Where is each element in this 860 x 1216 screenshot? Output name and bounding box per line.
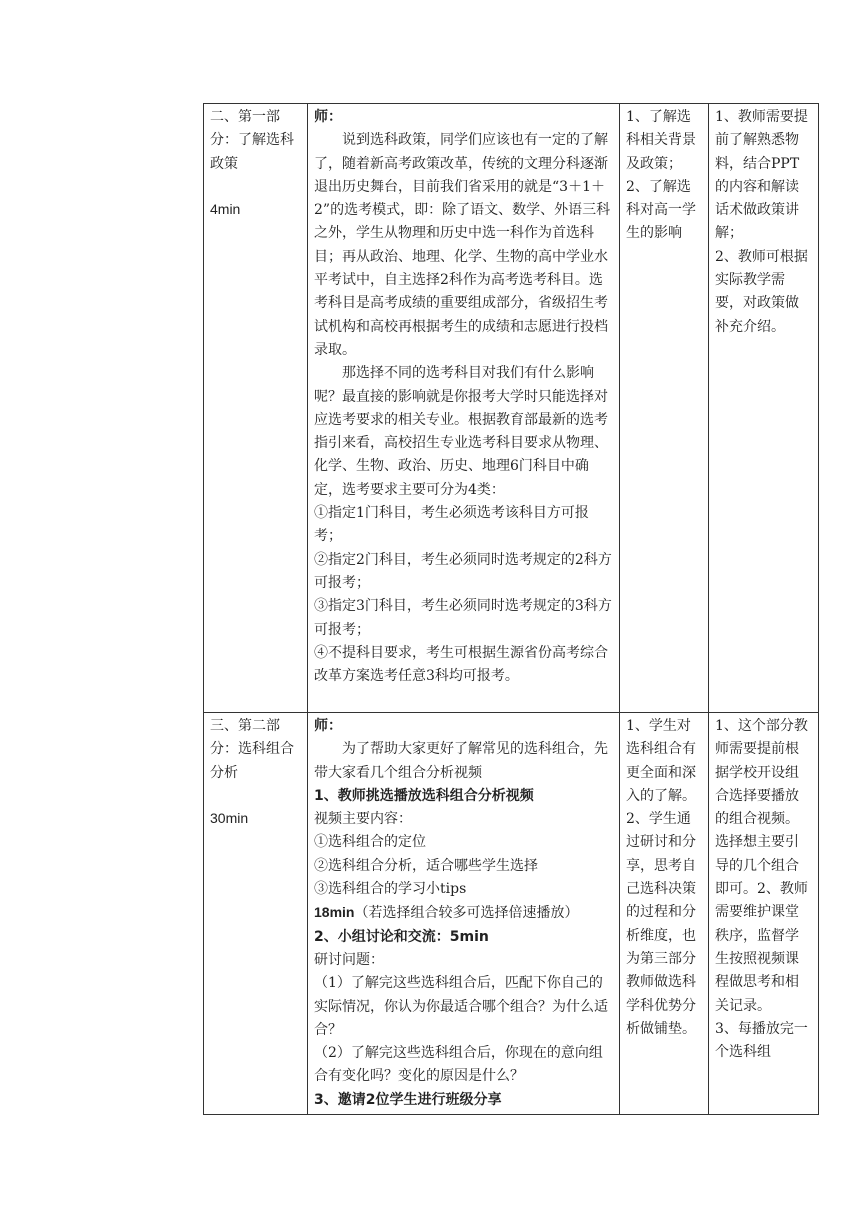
duration-note: （若选择组合较多可选择倍速播放） xyxy=(354,905,579,922)
stage-title: 二、第一部分：了解选科政策 xyxy=(210,109,294,172)
step-heading: 3、邀请2位学生进行班级分享 xyxy=(314,1091,502,1108)
stage-time: 4min xyxy=(210,200,241,217)
paragraph: 说到选科政策，同学们应该也有一定的了解了，随着新高考政策改革，传统的文理分科逐渐退出历史舞台，目前我们省采用的就是“3＋1＋2”的选考模式，即：除了语文、数学、外语三科之外，学生从物理和历史中选一科作为首选科目；再从政治、地理、化学、生物的高中学业水平考试中，自主选择2科作为高考选考科目。选考科目是高考成绩的重要组成部分，省级招生考试机构和高校再根据考生的成绩和志愿进行投档录取。 xyxy=(314,132,611,358)
goal-item: 2、了解选科对高一学生的影响 xyxy=(626,178,696,242)
step-heading: 2、小组讨论和交流：5min xyxy=(314,928,489,945)
goal-item: 2、学生通过研讨和分享，思考自己选科决策的过程和分析维度，也为第三部分教师做选科学科优势分析做铺垫。 xyxy=(626,811,696,1037)
discuss-label: 研讨问题： xyxy=(314,951,384,968)
notes-cell xyxy=(709,104,819,713)
list-item: ①选科组合的定位 xyxy=(314,834,426,851)
notes-cell xyxy=(709,713,819,1115)
note-item: 1、教师需要提前了解熟悉物料，结合PPT的内容和解读话术做政策讲解； xyxy=(715,109,808,242)
goals-cell xyxy=(620,713,709,1115)
stage-cell xyxy=(204,713,308,1115)
question-item: （2）了解完这些选科组合后，你现在的意向组合有变化吗？变化的原因是什么？ xyxy=(314,1045,603,1085)
list-item: ①指定1门科目，考生必须选考该科目方可报考； xyxy=(314,505,589,545)
list-item: ④不提科目要求，考生可根据生源省份高考综合改革方案选考任意3科均可报考。 xyxy=(314,644,608,685)
note-item: 1、这个部分教师需要提前根据学校开设组合选择要播放的组合视频。选择想主要引导的几个组合即可。2、教师需要维护课堂秩序，监督学生按照视频课程做思考和相关记录。 xyxy=(715,718,808,1014)
note-item: 2、教师可根据实际教学需要，对政策做补充介绍。 xyxy=(715,248,808,335)
list-item: ②选科组合分析，适合哪些学生选择 xyxy=(314,857,538,874)
list-item: ③指定3门科目，考生必须同时选考规定的3科方可报考； xyxy=(314,598,612,638)
list-item: ②指定2门科目，考生必须同时选考规定的2科方可报考； xyxy=(314,551,612,591)
table-row xyxy=(204,104,819,713)
stage-time: 30min xyxy=(210,809,249,826)
role-label: 师： xyxy=(314,109,342,125)
stage-title: 三、第二部分：选科组合分析 xyxy=(210,718,294,781)
note-item: 3、每播放完一个选科组 xyxy=(715,1020,808,1061)
process-cell xyxy=(308,104,620,713)
goal-item: 1、学生对选科组合有更全面和深入的了解。 xyxy=(626,718,696,804)
step-heading: 1、教师挑选播放选科组合分析视频 xyxy=(314,787,534,804)
role-label: 师： xyxy=(314,718,342,734)
list-item: ③选科组合的学习小tips xyxy=(314,881,467,898)
duration-line xyxy=(314,901,613,925)
lesson-plan-table xyxy=(203,103,819,1115)
process-cell xyxy=(308,713,620,1115)
duration-bold: 18min xyxy=(314,904,355,921)
question-item: （1）了解完这些选科组合后，匹配下你自己的实际情况，你认为你最适合哪个组合？为什么适合？ xyxy=(314,975,608,1038)
paragraph: 那选择不同的选考科目对我们有什么影响呢？最直接的影响就是你报考大学时只能选择对应选考要求的相关专业。根据教育部最新的选考指引来看，高校招生专业选考科目要求从物理、化学、生物、政治、历史、地理6门科目中确定，选考要求主要可分为4类： xyxy=(314,365,608,498)
paragraph: 为了帮助大家更好了解常见的选科组合，先带大家看几个组合分析视频 xyxy=(314,741,608,781)
goals-cell xyxy=(620,104,709,713)
table-row xyxy=(204,713,819,1115)
video-label: 视频主要内容： xyxy=(314,811,412,828)
goal-item: 1、了解选科相关背景及政策； xyxy=(626,109,696,172)
stage-cell xyxy=(204,104,308,713)
